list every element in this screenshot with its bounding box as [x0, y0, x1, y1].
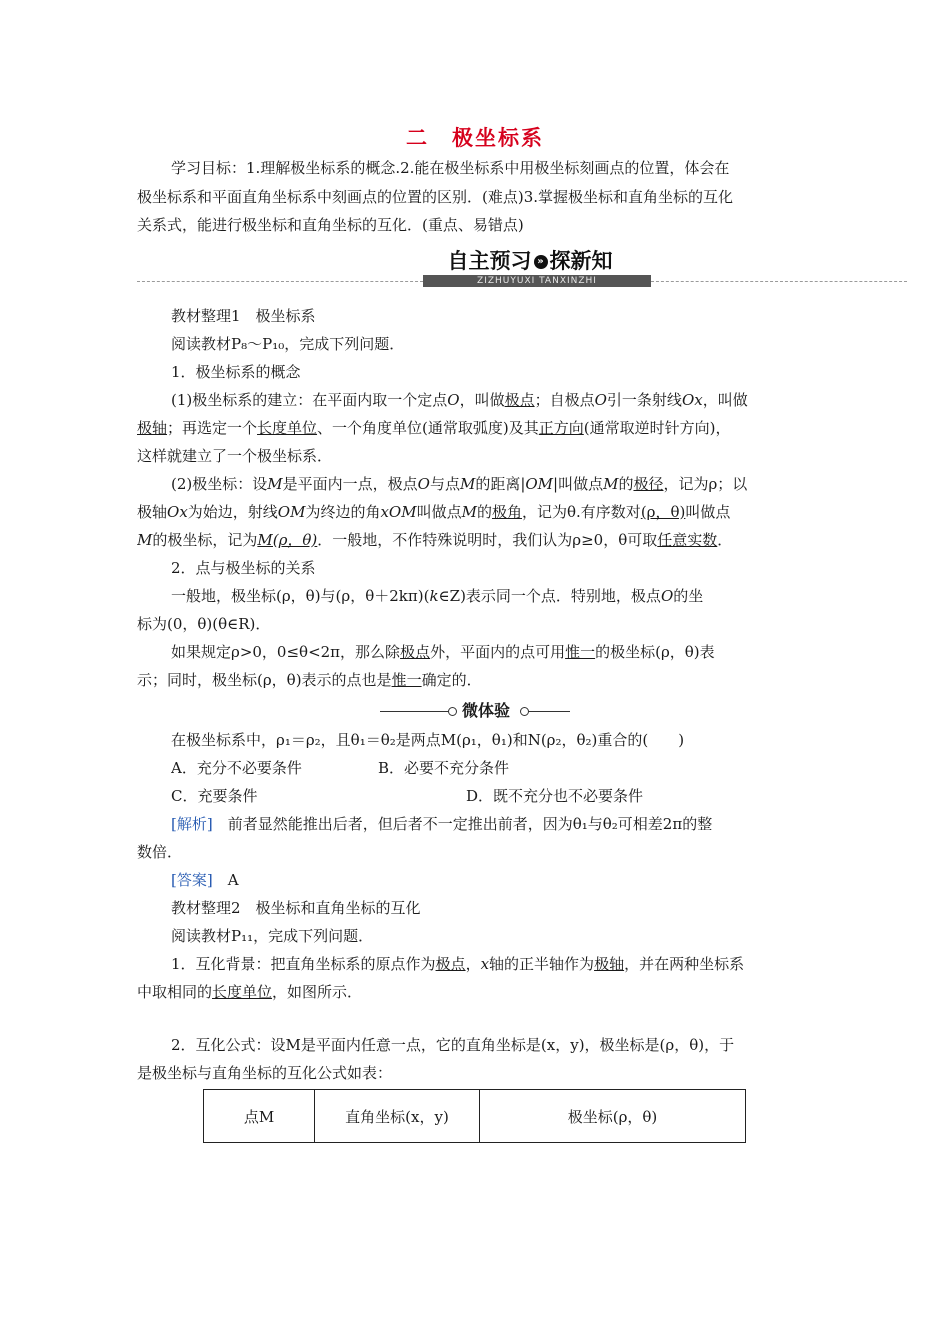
text-run: 中取相同的	[137, 983, 213, 1001]
var-xOM: xOM	[380, 503, 417, 521]
relation-line-1	[171, 582, 815, 610]
text-run: 一般地，极坐标(ρ，θ)与(ρ，θ＋2kπ)(	[171, 587, 430, 605]
var-OM: OM	[277, 503, 306, 521]
var-Ox: Ox	[167, 503, 188, 521]
term-pole: 极点	[435, 955, 466, 973]
relation-line-4	[137, 666, 815, 694]
option-d: D．既不充分也不必要条件	[466, 787, 644, 805]
background-line-2	[137, 978, 815, 1006]
section2-read: 阅读教材P₁₁，完成下列问题．	[171, 927, 374, 945]
analysis-text: 前者显然能推出后者，但后者不一定推出前者，因为θ₁与θ₂可相差2π的整	[212, 815, 713, 833]
formula-line-1: 2．互化公式：设M是平面内任意一点，它的直角坐标是(x，y)，极坐标是(ρ，θ)，于	[171, 1036, 735, 1054]
answer-tag: [答案]	[171, 871, 213, 889]
text-run: 引一条射线	[606, 391, 682, 409]
section1-read: 阅读教材P₈～P₁₀，完成下列问题．	[171, 335, 405, 353]
var-O: O	[594, 391, 607, 409]
coord-paragraph-line-1	[171, 470, 815, 498]
text-run: ．	[717, 531, 733, 549]
text-run: 叫做点	[416, 503, 462, 521]
section1-heading: 教材整理1 极坐标系	[171, 307, 316, 325]
text-run: ，	[465, 955, 481, 973]
banner-dash-left	[137, 281, 423, 282]
text-run: 外，平面内的点可用	[430, 643, 566, 661]
section-banner	[137, 246, 907, 292]
objectives-line-2: 极坐标系和平面直角坐标系中刻画点的位置的区别．(难点)3.掌握极坐标和直角坐标的互化	[137, 188, 734, 206]
var-Ox: Ox	[681, 391, 703, 409]
var-M: M	[137, 531, 153, 549]
table-header-row	[204, 1090, 746, 1143]
term-unique: 惟一	[391, 671, 422, 689]
section1-item1: 1．极坐标系的概念	[171, 363, 301, 381]
banner-dash-right	[651, 281, 907, 282]
var-O: O	[660, 587, 674, 605]
text-run: 轴的正半轴作为	[489, 955, 595, 973]
text-run: 的极坐标，记为	[152, 531, 258, 549]
text-run: (2)极坐标：设	[171, 475, 268, 493]
banner-subtitle: ZIZHUYUXI TANXINZHI	[423, 275, 651, 287]
text-run: 的	[618, 475, 634, 493]
formula-line-2: 是极坐标与直角坐标的互化公式如表：	[137, 1064, 393, 1082]
var-M: M	[461, 503, 477, 521]
text-run: ，记为ρ；以	[663, 475, 748, 493]
text-run: ，叫做	[702, 391, 748, 409]
banner-right-text: 探新知	[549, 249, 613, 273]
mini-heading	[380, 699, 570, 723]
text-run: ，并在两种坐标系	[624, 955, 745, 973]
term-polar-axis: 极轴	[137, 419, 168, 437]
text-run: 1．互化背景：把直角坐标系的原点作为	[171, 955, 436, 973]
answer-text: A	[212, 871, 239, 889]
text-run: 、一个角度单位(通常取弧度)及其	[317, 419, 539, 437]
term-length-unit: 长度单位	[212, 983, 273, 1001]
var-x: x	[480, 955, 490, 973]
text-run: |叫做点	[553, 475, 604, 493]
banner-title	[423, 246, 637, 276]
conversion-table	[203, 1089, 746, 1143]
relation-line-2: 标为(0，θ)(θ∈R)．	[137, 615, 271, 633]
text-run: 的极坐标(ρ，θ)表	[595, 643, 715, 661]
term-length-unit: 长度单位	[257, 419, 318, 437]
text-run: ；再选定一个	[167, 419, 258, 437]
var-O: O	[417, 475, 430, 493]
mini-heading-rule-right	[528, 711, 570, 712]
text-run: (1)极坐标系的建立：在平面内取一个定点	[171, 391, 448, 409]
banner-left-text: 自主预习	[447, 249, 532, 273]
term-positive-direction: 正方向	[538, 419, 584, 437]
question-text: 在极坐标系中，ρ₁＝ρ₂，且θ₁＝θ₂是两点M(ρ₁，θ₁)和N(ρ₂，θ₂)重合的( )	[171, 731, 685, 749]
var-O: O	[447, 391, 460, 409]
mini-heading-label: 微体验	[461, 701, 510, 720]
term-unique: 惟一	[565, 643, 596, 661]
section1-item2: 2．点与极坐标的关系	[171, 559, 316, 577]
chevron-right-icon: »	[534, 255, 548, 269]
text-run: 极轴	[137, 503, 168, 521]
background-line-1	[171, 950, 815, 978]
mini-heading-rule-left	[380, 711, 450, 712]
term-polar-radius: 极径	[633, 475, 664, 493]
text-run: 为终边的角	[305, 503, 381, 521]
term-any-real: 任意实数	[657, 531, 718, 549]
text-run: ∈Z)表示同一个点．特别地，极点	[438, 587, 661, 605]
term-pole: 极点	[400, 643, 431, 661]
text-run: (通常取逆时针方向)，	[583, 419, 731, 437]
term-ordered-pair: (ρ，θ)	[640, 503, 686, 521]
analysis-tag: [解析]	[171, 815, 213, 833]
analysis-line-1	[171, 810, 815, 838]
coord-paragraph-line-2	[137, 498, 815, 526]
table-header-cell: 极坐标(ρ，θ)	[480, 1090, 746, 1143]
table-header-cell: 点M	[204, 1090, 315, 1143]
objectives-line-3: 关系式，能进行极坐标和直角坐标的互化．(重点、易错点)	[137, 216, 524, 234]
var-M: M	[459, 475, 476, 493]
relation-line-3	[171, 638, 815, 666]
page-title: 二 极坐标系	[406, 126, 544, 150]
concept-paragraph-line-2	[137, 414, 815, 442]
term-polar-axis: 极轴	[594, 955, 625, 973]
coord-paragraph-line-3	[137, 526, 815, 554]
var-M: M	[603, 475, 619, 493]
concept-paragraph-line-1	[171, 386, 815, 414]
var-OM: OM	[525, 475, 554, 493]
objectives-line-1: 学习目标：1.理解极坐标系的概念.2.能在极坐标系中用极坐标刻画点的位置，体会在	[171, 159, 730, 177]
term-pole: 极点	[504, 391, 535, 409]
var-k: k	[429, 587, 439, 605]
text-run: 叫做点	[685, 503, 731, 521]
text-run: 示；同时，极坐标(ρ，θ)表示的点也是	[137, 671, 392, 689]
text-run: ，记为θ.有序数对	[522, 503, 641, 521]
text-run: ，如图所示．	[272, 983, 363, 1001]
var-M: M	[267, 475, 283, 493]
text-run: 的距离|	[475, 475, 526, 493]
text-run: 如果规定ρ>0，0≤θ<2π，那么除	[171, 643, 401, 661]
analysis-line-2: 数倍．	[137, 843, 183, 861]
text-run: ，叫做	[459, 391, 505, 409]
option-a: A．充分不必要条件	[171, 759, 302, 777]
option-c: C．充要条件	[171, 787, 258, 805]
text-run: 确定的．	[421, 671, 482, 689]
text-run: ．一般地，不作特殊说明时，我们认为ρ≥0，θ可取	[317, 531, 658, 549]
text-run: 是平面内一点，极点	[282, 475, 418, 493]
section2-heading: 教材整理2 极坐标和直角坐标的互化	[171, 899, 421, 917]
concept-paragraph-line-3: 这样就建立了一个极坐标系．	[137, 447, 333, 465]
text-run: 为始边，射线	[187, 503, 278, 521]
text-run: 与点	[429, 475, 460, 493]
text-run: ；自极点	[534, 391, 595, 409]
text-run: 的坐	[673, 587, 704, 605]
table-header-cell: 直角坐标(x，y)	[315, 1090, 480, 1143]
option-b: B．必要不充分条件	[378, 759, 510, 777]
answer-line	[171, 866, 815, 894]
text-run: 的	[476, 503, 492, 521]
term-polar-coordinate: M(ρ，θ)	[257, 531, 318, 549]
term-polar-angle: 极角	[491, 503, 522, 521]
